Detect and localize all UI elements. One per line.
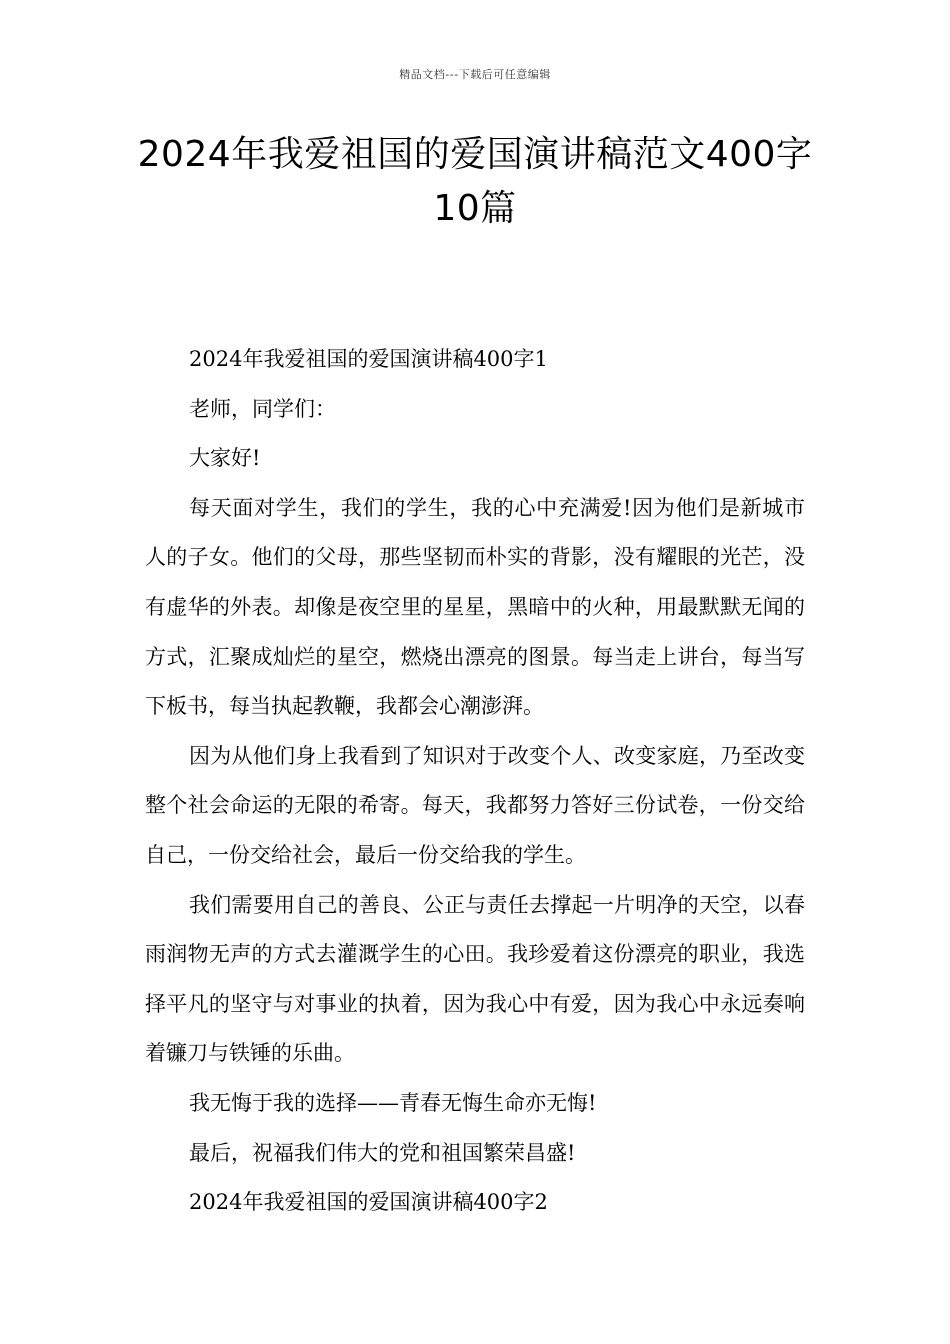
body-paragraph: 因为从他们身上我看到了知识对于改变个人、改变家庭，乃至改变整个社会命运的无限的希寄。每天，我都努力答好三份试卷，一份交给自己，一份交给社会，最后一份交给我的学生。 <box>145 743 805 867</box>
greeting: 大家好! <box>189 446 261 471</box>
closing-paragraph: 最后，祝福我们伟大的党和祖国繁荣昌盛! <box>189 1140 576 1165</box>
body-paragraph: 我无悔于我的选择——青春无悔生命亦无悔! <box>189 1090 597 1115</box>
body-paragraph: 我们需要用自己的善良、公正与责任去撑起一片明净的天空，以春雨润物无声的方式去灌溉学生的心田。我珍爱着这份漂亮的职业，我选择平凡的坚守与对事业的执着，因为我心中有爱，因为我心中永远奏响着镰刀与铁锤的乐曲。 <box>145 892 805 1066</box>
body-paragraph: 每天面对学生，我们的学生，我的心中充满爱!因为他们是新城市人的子女。他们的父母，那些坚韧而朴实的背影，没有耀眼的光芒，没有虚华的外表。却像是夜空里的星星，黑暗中的火种，用最默默无闻的方式，汇聚成灿烂的星空，燃烧出漂亮的图景。每当走上讲台，每当写下板书，每当执起教鞭，我都会心潮澎湃。 <box>145 495 805 719</box>
salutation: 老师，同学们： <box>189 396 336 421</box>
speech-heading-1: 2024年我爱祖国的爱国演讲稿400字1 <box>189 347 548 371</box>
document-body <box>145 335 805 1228</box>
speech-heading-2: 2024年我爱祖国的爱国演讲稿400字2 <box>189 1190 548 1215</box>
page-header-note: 精品文档---下载后可任意编辑 <box>399 68 551 81</box>
document-title: 2024年我爱祖国的爱国演讲稿范文400字10篇 <box>137 134 813 229</box>
